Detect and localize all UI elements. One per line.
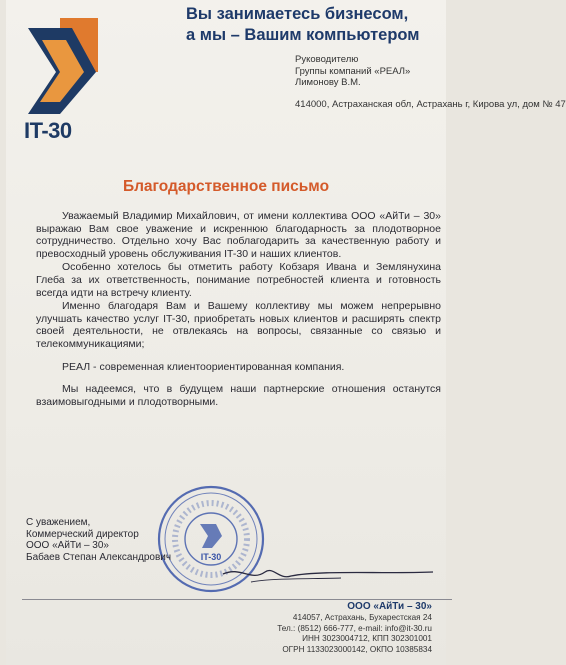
recipient-line-2: Группы компаний «РЕАЛ» (295, 65, 411, 77)
footer-inn: ИНН 3023004712, КПП 302301001 (302, 634, 432, 644)
slogan (186, 4, 441, 46)
signature-block (26, 517, 171, 563)
letter-sheet (6, 0, 566, 665)
handwritten-signature (221, 560, 436, 590)
signature-line-1: С уважением, (26, 517, 91, 528)
slogan-line-1: Вы занимаетесь бизнесом, (186, 5, 409, 23)
footer-divider (22, 599, 452, 600)
stamp-center-text: IT-30 (200, 552, 222, 562)
letter-body (36, 210, 441, 409)
signature-line-3: ООО «АйТи – 30» (26, 540, 109, 551)
slogan-line-2: а мы – Вашим компьютером (186, 26, 420, 44)
recipient-line-3: Лимонову В.М. (295, 77, 361, 88)
footer-address: 414057, Астрахань, Бухарестская 24 (292, 613, 432, 623)
footer (277, 602, 432, 655)
recipient-block (295, 54, 566, 110)
signature-line-4: Бабаев Степан Александрович (26, 551, 172, 563)
paragraph-1: Уважаемый Владимир Михайлович, от имени коллектива ООО «АйТи – 30» выражаю Вам свое уважение и искреннюю благодарность за плодотворное сотрудничество. Отдельно хочу Вас поблагодарить за качественную работу и превосходный уровень обслуживания IT-30 и наших клиентов. (36, 210, 441, 260)
paragraph-4: РЕАЛ - современная клиентоориентированная компания. (62, 360, 345, 373)
footer-ogrn: ОГРН 1133023000142, ОКПО 10385834 (282, 644, 432, 654)
paragraph-2: Особенно хотелось бы отметить работу Кобзаря Ивана и Землянухина Глеба за их ответственность, понимание потребностей клиента и готовность всегда идти на встречу клиенту. (36, 261, 441, 299)
footer-contacts: Тел.: (8512) 666-777, e-mail: info@it-30.ru (277, 623, 432, 633)
paragraph-5: Мы надеемся, что в будущем наши партнерские отношения останутся взаимовыгодными и плодотворными. (36, 383, 441, 408)
signature-line-2: Коммерческий директор (26, 528, 139, 540)
recipient-line-1: Руководителю (295, 54, 359, 65)
recipient-address: 414000, Астраханская обл, Астрахань г, Кирова ул, дом № 47 (295, 98, 566, 110)
footer-company: ООО «АйТи – 30» (347, 601, 432, 612)
paragraph-3: Именно благодаря Вам и Вашему коллективу мы можем непрерывно улучшать качество услуг IT-30, приобретать новых клиентов и расширять спектр своей деятельности, не отвлекаясь на вопросы, связанные со связью и телекоммуникациями; (36, 300, 441, 350)
logo-text: IT-30 (24, 118, 72, 143)
letter-title: Благодарственное письмо (122, 178, 330, 195)
